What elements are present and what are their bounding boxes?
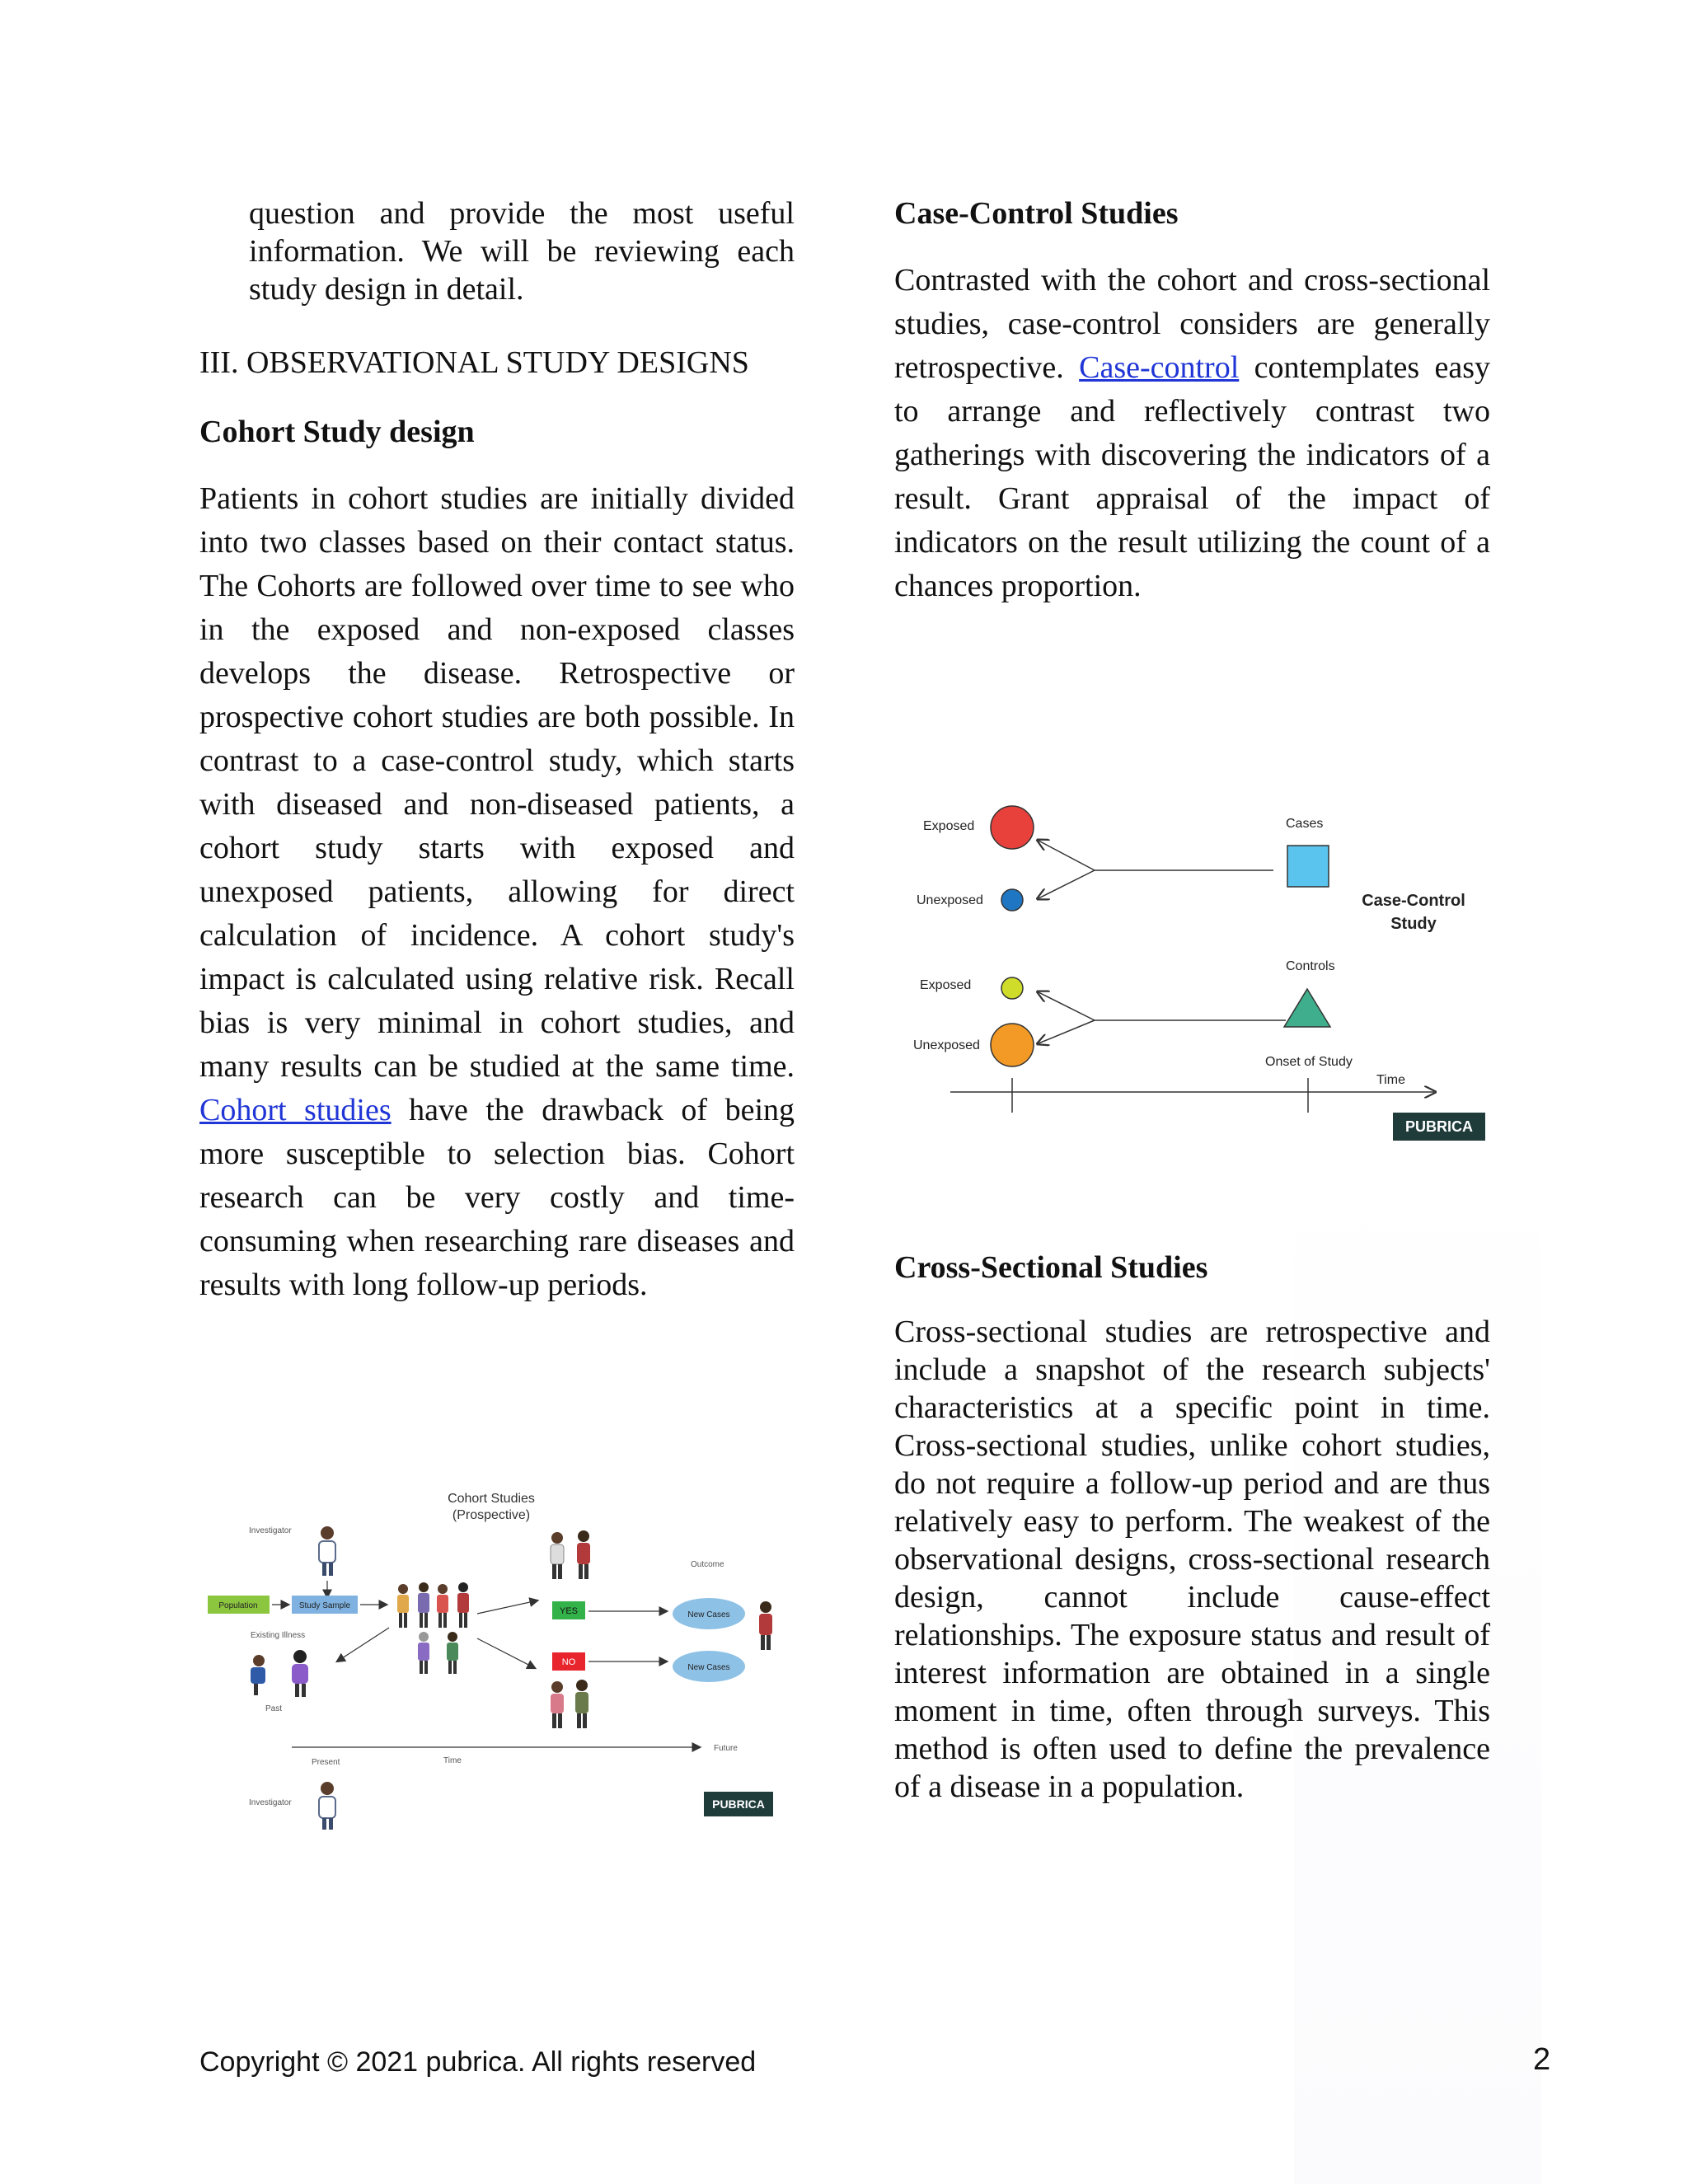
title-line-2: Study <box>1390 915 1437 933</box>
arrow-to-exposed-top <box>1039 841 1095 870</box>
population-label: Population <box>218 1601 258 1610</box>
arrow-to-exposed-bottom <box>1039 992 1095 1020</box>
new-cases-label-1: New Cases <box>687 1610 730 1619</box>
exposed-top-circle <box>991 806 1034 849</box>
cohort-heading: Cohort Study design <box>199 415 475 449</box>
case-control-text-before-link: Contrasted with the cohort and cross-sectional studies, case-control considers are generally retrospective. <box>894 263 1490 385</box>
label-unexposed-top: Unexposed <box>917 893 983 907</box>
patient-icon <box>759 1601 772 1650</box>
no-label: NO <box>561 1657 576 1667</box>
new-cases-label-2: New Cases <box>687 1663 730 1672</box>
unexposed-people-icon <box>551 1680 588 1728</box>
cohort-text-after-link: have the drawback of being more susceptible to selection bias. Cohort research can be very costly and time-consuming when researching rare diseases and results with long follow-up periods. <box>199 1093 795 1302</box>
cross-sectional-heading: Cross-Sectional Studies <box>894 1250 1208 1285</box>
investigator-top-icon <box>319 1526 335 1576</box>
title-line-2: (Prospective) <box>452 1508 531 1522</box>
controls-triangle <box>1284 989 1330 1027</box>
case-control-text-after-link: contemplates easy to arrange and reflectively contrast two gatherings with discovering the indicators of a result. Grant appraisal of the impact of indicators on the result utilizing the count of a chances proportion. <box>894 350 1491 603</box>
label-onset: Onset of Study <box>1265 1055 1353 1069</box>
arrow-to-no <box>477 1638 535 1668</box>
label-outcome: Outcome <box>691 1560 724 1569</box>
logo-text: PUBRICA <box>712 1797 765 1811</box>
footer-copyright: Copyright © 2021 pubrica. All rights reserved <box>199 2046 757 2078</box>
page-number: 2 <box>1533 2042 1551 2077</box>
cohort-studies-link[interactable]: Cohort studies <box>199 1093 392 1127</box>
label-investigator-bottom: Investigator <box>249 1798 292 1807</box>
arrow-existing-illness <box>337 1628 389 1661</box>
label-exposed-bottom: Exposed <box>920 978 972 992</box>
study-sample-label: Study Sample <box>298 1601 351 1610</box>
case-control-paragraph <box>894 259 1490 608</box>
cohort-text-before-link: Patients in cohort studies are initially divided into two classes based on their contact status. The Cohorts are followed over time to see who in the exposed and non-exposed classes develops the disease. Retrospective or prospective cohort studies are both possible. In contrast to a case-control study, which starts with diseased and non-diseased patients, a cohort study starts with exposed and unexposed patients, allowing for direct calculation of incidence. A cohort study's impact is calculated using relative risk. Recall bias is very minimal in cohort studies, and many results can be studied at the same time. <box>199 481 795 1084</box>
arrow-to-yes <box>477 1601 537 1614</box>
label-existing-illness: Existing Illness <box>251 1631 306 1640</box>
label-exposed-top: Exposed <box>923 819 975 833</box>
label-time: Time <box>1376 1073 1405 1087</box>
intro-paragraph: question and provide the most useful information. We will be reviewing each study design in detail. <box>249 196 795 307</box>
case-control-heading: Case-Control Studies <box>894 196 1179 231</box>
yes-label: YES <box>559 1606 579 1616</box>
cross-sectional-section <box>894 1249 1490 1806</box>
title-line-1: Cohort Studies <box>448 1492 535 1506</box>
exposed-bottom-circle <box>1001 977 1023 999</box>
label-time: Time <box>443 1756 462 1765</box>
section-heading: III. OBSERVATIONAL STUDY DESIGNS <box>199 345 749 380</box>
label-cases: Cases <box>1286 817 1324 831</box>
logo-text: PUBRICA <box>1404 1118 1474 1135</box>
label-future: Future <box>714 1744 738 1753</box>
cases-square <box>1287 846 1329 887</box>
arrow-to-unexposed-top <box>1039 870 1095 898</box>
study-group-people-icon <box>397 1582 469 1674</box>
cross-sectional-paragraph: Cross-sectional studies are retrospective and include a snapshot of the research subjects' characteristics at a specific point in time. Cross-sectional studies, unlike cohort studies, do not require a follow-up period and are thus relatively easy to perform. The weakest of the observational designs, cross-sectional research design, cannot include cause-effect relationships. The exposure status and result of interest information are obtained in a single moment in time, often through surveys. This method is often used to define the prevalence of a disease in a population. <box>894 1315 1490 1804</box>
case-control-figure <box>898 791 1492 1154</box>
right-column <box>894 194 1490 608</box>
label-controls: Controls <box>1286 959 1335 973</box>
label-present: Present <box>312 1758 340 1767</box>
title-line-1: Case-Control <box>1362 892 1465 910</box>
arrow-to-unexposed-bottom <box>1039 1020 1095 1043</box>
case-control-link[interactable]: Case-control <box>1079 350 1240 385</box>
label-unexposed-bottom: Unexposed <box>913 1038 980 1052</box>
unexposed-top-circle <box>1001 889 1023 911</box>
left-column <box>199 194 795 1307</box>
investigator-bottom-icon <box>319 1782 335 1830</box>
cohort-figure <box>201 1483 795 1838</box>
cohort-paragraph <box>199 477 795 1307</box>
unexposed-bottom-circle <box>991 1024 1034 1066</box>
exposed-people-icon <box>551 1530 590 1579</box>
label-investigator-top: Investigator <box>249 1526 292 1535</box>
label-past: Past <box>265 1704 283 1713</box>
ill-people-icon <box>251 1650 308 1697</box>
